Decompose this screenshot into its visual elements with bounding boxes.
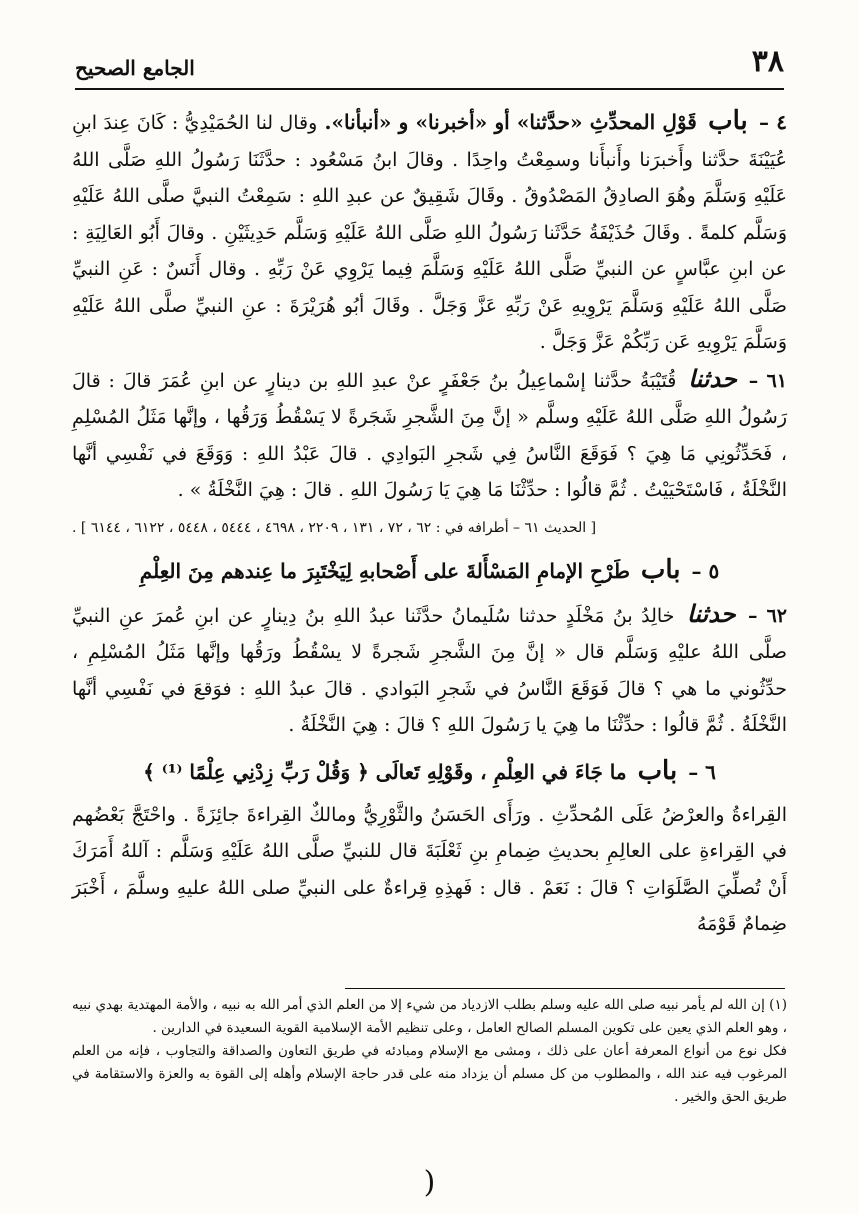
section-5-bab: باب xyxy=(640,554,681,585)
section-6-title: ما جَاءَ في العِلْمِ ، وقَوْلِهِ تَعالَى ﴿ وَقُلْ رَبِّ زِدْنِي عِلْمًا ⁽¹⁾ ﴾ xyxy=(143,759,627,784)
hadith-62 xyxy=(72,596,787,744)
running-title: الجامع الصحيح xyxy=(75,56,195,80)
section-5-title: طَرْحِ الإمامِ المَسْأَلةَ على أَصْحابهِ لِيَخْتَبِرَ ما عِندهم مِنَ العِلْمِ xyxy=(139,558,630,583)
section-6-text: القِراءةُ والعرْضُ عَلَى المُحدِّثِ . ورَأَى الحَسَنُ والثَّوْرِيُّ ومالكٌ القِراءةَ جائِزَةً . واحْتَجَّ بَعْضُهم في القِراءةِ على العالِمِ بحديثِ ضِمامِ بنِ ثَعْلَبَةَ قال للنبيِّ صلَّى اللهُ عَلَيْهِ وَسَلَّم : آللهُ أَمَرَكَ أَنْ تُصلِّيَ الصَّلَوَاتِ ؟ قالَ : نَعَمْ . قال : فَهذِهِ قِراءةٌ على النبيِّ صلى اللهُ عليهِ وسلَّمَ ، أَخْبَرَ ضِمامٌ قَوْمَهُ xyxy=(72,803,787,935)
hadith-61-number: ٦١ – xyxy=(748,369,787,392)
hadith-61-label: حدثنا xyxy=(688,363,737,393)
hadith-62-number: ٦٢ – xyxy=(748,604,787,627)
hadith-61-text: قُتَيْبَةُ حدَّثنا إسْماعِيلُ بنُ جَعْفَرٍ عنْ عبدِ اللهِ بن دينارٍ عن ابنِ عُمَرَ قالَ : قالَ رَسُولُ اللهِ صَلَّى اللهُ عَلَيْهِ وسلَّم « إنَّ مِنَ الشَّجرِ شَجَرةً لا يَسْقُطُ وَرَقُها ، وإنَّها مَثَلُ المُسْلِمِ ، فَحَدِّثُونِي مَا هِيَ ؟ فَوَقَعَ النَّاسُ فِي شَجرِ البَوادِي . قالَ عَبْدُ اللهِ : وَوَقَعَ في نَفْسِي أنَّها النَّخْلَةُ ، فَاسْتَحْيَيْتُ . ثُمَّ قالُوا : حدِّثْنَا مَا هِيَ يَا رَسُولَ اللهِ . قالَ : هِيَ النَّخْلَةُ » . xyxy=(72,369,787,501)
page-number: ٣٨ xyxy=(751,44,784,79)
hadith-62-text: خالِدُ بنُ مَخْلَدٍ حدثنا سُلَيمانُ حدَّثَنا عبدُ اللهِ بنُ دِينارٍ عن ابنِ عُمرَ عنِ النبيِّ صلَّى اللهُ عليْهِ وَسَلَّم قال « إنَّ مِنَ الشَّجرِ شَجرةً لا يسْقُطُ ورَقُها وإنَّها مَثَلُ المُسْلِمِ ، حدِّثُوني ما هي ؟ قالَ فَوَقَعَ النَّاسُ في شَجرِ البَوادي . قالَ عبدُ اللهِ : فوَقعَ في نَفْسِي أنَّها النَّخْلَةُ . ثُمَّ قالُوا : حدِّثْنَا ما هِيَ يا رَسُولَ اللهِ ؟ قالَ : هِيَ النَّخْلَةُ . xyxy=(72,604,787,736)
hadith-61 xyxy=(72,361,787,509)
footnote-1: (١) إن الله لم يأمر نبيه صلى الله عليه وسلم بطلب الازدياد من شيء إلا من العلم الذي أمر الله به نبيه ، والأمة المهتدية بهدي نبيه ، وهو العلم الذي يعين على تكوين المسلم الصالح العامل ، وعلى تنظيم الأمة الإسلامية القوية السعيدة في الدارين . xyxy=(72,997,787,1036)
section-5-heading xyxy=(72,551,787,590)
page-header xyxy=(75,42,784,90)
section-4-heading xyxy=(317,106,787,136)
page-body xyxy=(72,102,787,943)
hadith-62-label: حدثنا xyxy=(686,598,736,628)
section-6-number: ٦ – xyxy=(688,759,716,784)
hadith-61-references: [ الحديث ٦١ – أطرافه في : ٦٢ ، ٧٢ ، ١٣١ ، ٢٢٠٩ ، ٤٦٩٨ ، ٥٤٤٤ ، ٥٤٤٨ ، ٦١٢٢ ، ٦١٤٤ ] . xyxy=(72,519,597,536)
footnote-rule xyxy=(345,988,785,989)
section-6-heading xyxy=(72,752,787,791)
footnote-1-continued: فكل نوع من أنواع المعرفة أعان على ذلك ، ومشى مع الإسلام ومبادئه في طريق التعاون والصداقة والتجاوب ، فإنه من العلم المرغوب فيه عند الله ، والمطلوب من كل مسلم أن يزداد منه على قدر حاجة الإسلام وأهله إلى القوة به والعزة والاستقامة في طريق الحق والخير . xyxy=(72,1043,787,1105)
section-5-number: ٥ – xyxy=(691,558,720,583)
bottom-mark: ( xyxy=(423,1165,436,1200)
section-4-text: وقال لنا الحُمَيْدِيُّ : كَانَ عِندَ ابنِ عُيَيْنَةَ حدَّثنا وأَخبرَنا وأَنبأَنا وسمِعْتُ واحِدًا . وقالَ ابنُ مَسْعُود : حدَّثَنَا رَسُولُ اللهِ صَلَّى اللهُ عَلَيْهِ وَسَلَّمَ وهُوَ الصادِقُ المَصْدُوقُ . وقَالَ شَقِيقٌ عن عبدِ اللهِ : سَمِعْتُ النبيَّ صلَّى اللهُ عَلَيْهِ وَسَلَّم كلمةً . وقَالَ حُذَيْفَةُ حَدَّثَنا رَسُولُ اللهِ صَلَّى اللهُ عَلَيْهِ وَسَلَّم حَدِيثَيْنِ . وقالَ أَبُو العَالِيَةِ : عن ابنِ عبَّاسٍ عن النبيِّ صَلَّى اللهُ عَلَيْهِ وَسَلَّمَ فِيما يَرْوِي عَنْ رَبِّهِ . وقال أَنَسٌ : عَنِ النبيِّ صَلَّى اللهُ عَلَيْهِ وَسَلَّمَ يَرْوِيهِ عَنْ رَبِّهِ عَزَّ وَجَلَّ . وقَالَ أبُو هُرَيْرَةَ : عنِ النبيِّ صلَّى اللهُ عَلَيْهِ وَسَلَّمَ يَرْوِيهِ عَن رَبِّكُمْ عَزَّ وَجَلَّ . xyxy=(72,112,787,353)
section-4-title: قَوْلِ المحدِّثِ «حدَّثنا» أو «أخبرنا» و «أنبأنا». xyxy=(324,110,697,134)
footnotes xyxy=(72,994,787,1109)
section-4-number: ٤ – xyxy=(759,110,787,134)
section-4-bab: باب xyxy=(708,106,748,136)
section-4-paragraph xyxy=(72,102,787,361)
section-6-bab: باب xyxy=(637,755,678,786)
